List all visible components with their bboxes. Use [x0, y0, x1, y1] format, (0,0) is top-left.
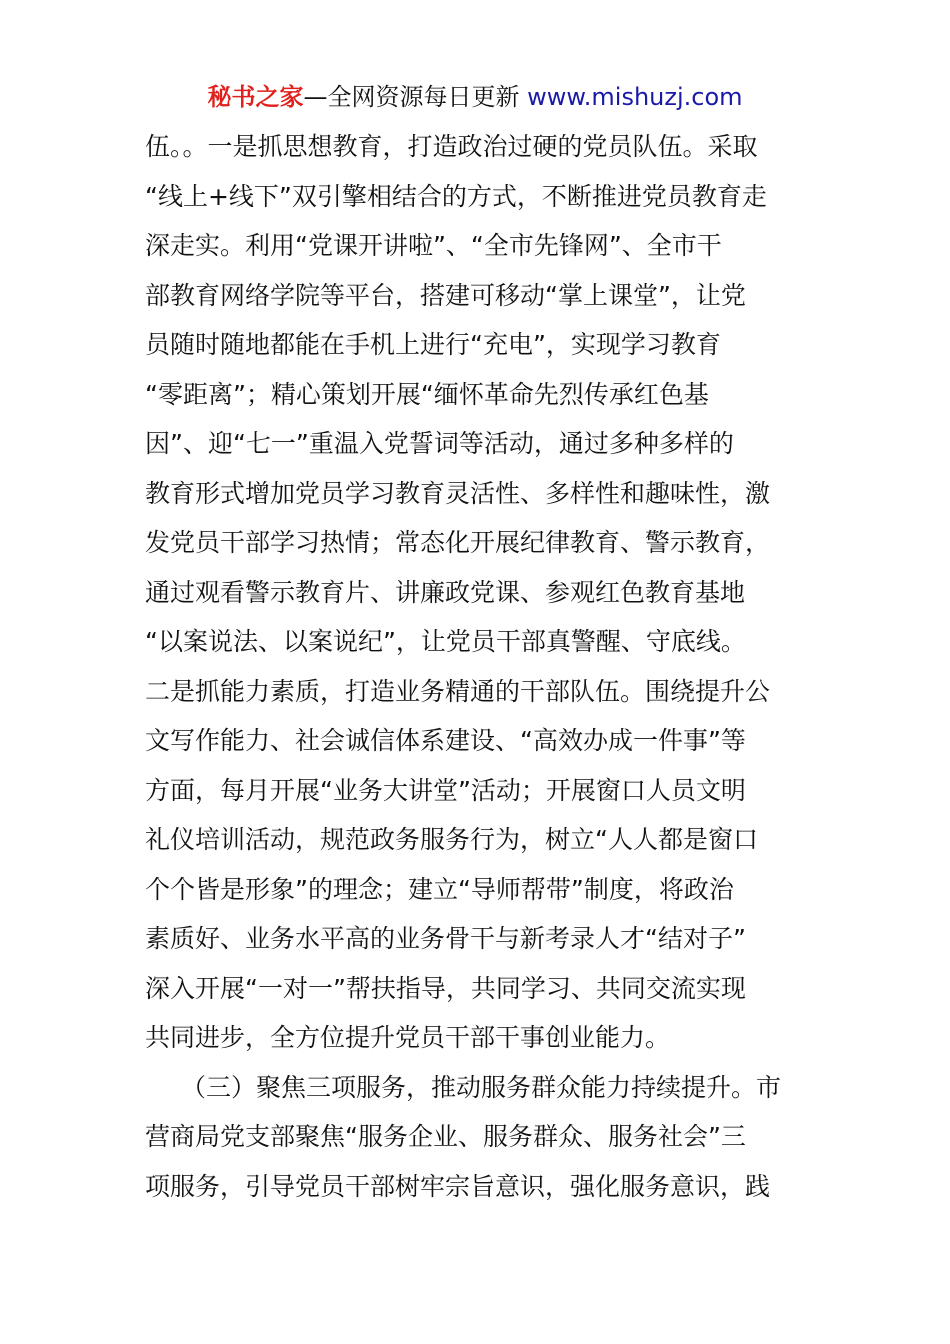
page-header	[0, 80, 950, 114]
text-line: “零距离”；精心策划开展“缅怀革命先烈传承红色基	[145, 379, 709, 409]
site-url: www.mishuzj.com	[527, 83, 743, 111]
text-line: 个个皆是形象”的理念；建立“导师帮带”制度，将政治	[145, 874, 734, 904]
text-line: 二是抓能力素质，打造业务精通的干部队伍。围绕提升公	[145, 676, 771, 706]
text-line: 教育形式增加党员学习教育灵活性、多样性和趣味性，激	[145, 478, 771, 508]
text-line: 素质好、业务水平高的业务骨干与新考录人才“结对子”	[145, 924, 746, 953]
text-line: 通过观看警示教育片、讲廉政党课、参观红色教育基地	[145, 577, 746, 607]
section-heading-line: （三）聚焦三项服务，推动服务群众能力持续提升。市	[181, 1072, 782, 1102]
brand-name: 秘书之家	[207, 83, 304, 111]
text-line: 员随时随地都能在手机上进行“充电”，实现学习教育	[145, 330, 721, 359]
text-line: 深入开展“一对一”帮扶指导，共同学习、共同交流实现	[145, 973, 746, 1003]
text-line: 深走实。利用“党课开讲啦”、“全市先锋网”、全市干	[145, 231, 722, 260]
text-line: “以案说法、以案说纪”，让党员干部真警醒、守底线。	[145, 627, 746, 656]
text-line: 营商局党支部聚焦“服务企业、服务群众、服务社会”三	[145, 1122, 746, 1151]
header-tagline: —全网资源每日更新	[303, 83, 528, 111]
text-line: “线上+线下”双引擎相结合的方式，不断推进党员教育走	[145, 181, 767, 211]
text-line: 共同进步，全方位提升党员干部干事创业能力。	[145, 1023, 671, 1052]
text-line: 伍。。一是抓思想教育，打造政治过硬的党员队伍。采取	[145, 132, 758, 161]
text-line: 方面，每月开展“业务大讲堂”活动；开展窗口人员文明	[145, 775, 746, 805]
document-body	[145, 122, 815, 1211]
text-line: 发党员干部学习热情；常态化开展纪律教育、警示教育，	[145, 528, 771, 557]
text-line: 礼仪培训活动，规范政务服务行为，树立“人人都是窗口	[145, 825, 758, 854]
text-line: 文写作能力、社会诚信体系建设、“高效办成一件事”等	[145, 726, 746, 755]
text-line: 因”、迎“七一”重温入党誓词等活动，通过多种多样的	[145, 429, 734, 458]
text-line: 项服务，引导党员干部树牢宗旨意识，强化服务意识，践	[145, 1171, 771, 1201]
text-line: 部教育网络学院等平台，搭建可移动“掌上课堂”，让党	[145, 280, 746, 310]
